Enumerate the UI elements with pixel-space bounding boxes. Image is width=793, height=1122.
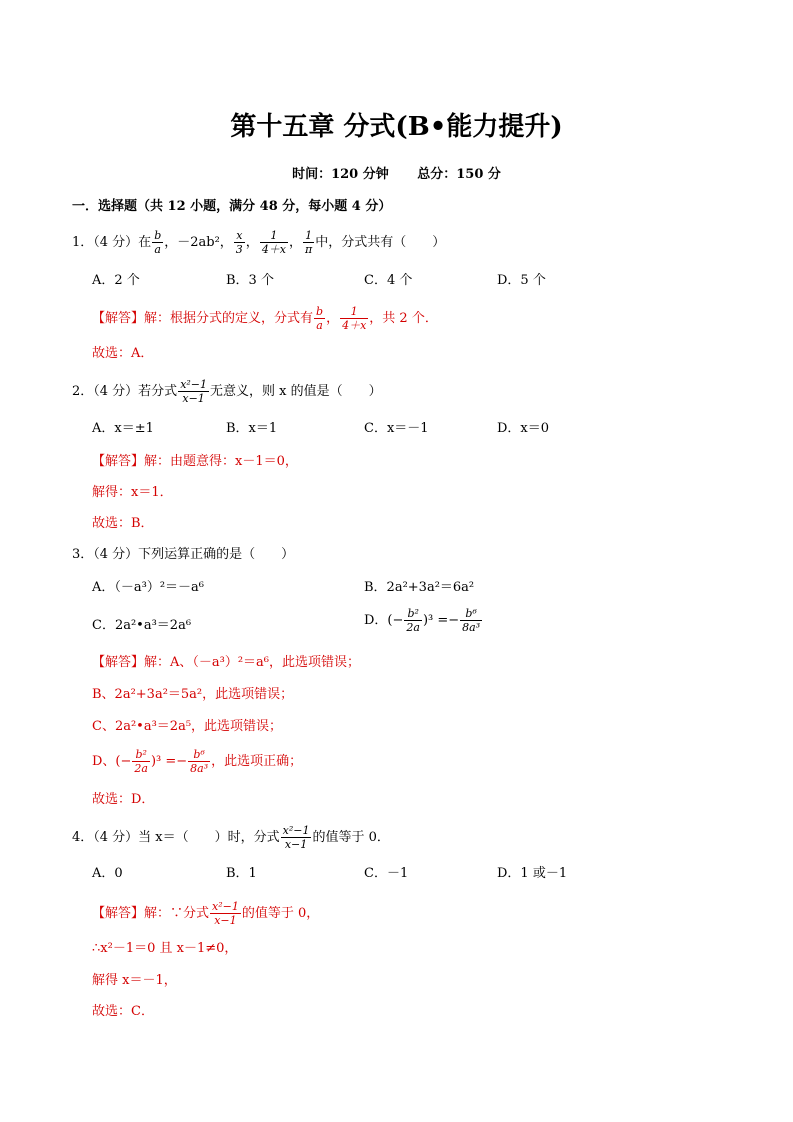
exam-meta bbox=[0, 165, 793, 185]
q1-fraction-2: $\frac{x}{3}$ bbox=[235, 229, 243, 256]
q3-option-d: D．(− $\frac{\text{b²}}{2a}$ )³ =− $\frac{\text{b⁶}}{\text{8a³}}$ bbox=[364, 607, 481, 634]
q3-option-c: C．2a²•a³＝2a⁶ bbox=[92, 618, 192, 633]
q1-option-b: B．3 个 bbox=[226, 273, 274, 288]
exam-time: 时间：120 分钟 bbox=[292, 167, 389, 182]
q4-choice: 故选：C． bbox=[92, 1004, 154, 1019]
q3-answer-fraction-1: $\frac{\text{b²}}{2a}$ bbox=[134, 748, 148, 775]
q4-stem: 4．（4 分）当 x＝（ ）时，分式 $\frac{\text{x²−1}}{x-1}$ 的值等于 0． bbox=[72, 824, 390, 851]
q2-choice: 故选：B． bbox=[92, 516, 154, 531]
q4-option-d: D．1 或－1 bbox=[497, 866, 568, 881]
q2-option-b: B．x＝1 bbox=[226, 421, 278, 436]
q2-fraction: $\frac{\text{x²−1}}{x-1}$ bbox=[180, 378, 208, 405]
q4-answer-line-3: 解得 x＝－1， bbox=[92, 973, 177, 988]
q2-option-d: D．x＝0 bbox=[497, 421, 550, 436]
q3-answer-line-2: B、2a²+3a²＝5a²，此选项错误； bbox=[92, 687, 294, 702]
q4-option-c: C．－1 bbox=[364, 866, 409, 881]
q4-answer-line-2: ∴x²－1＝0 且 x－1≠0， bbox=[92, 941, 238, 956]
q1-answer-fraction-2: $\frac{1}{4+x}$ bbox=[342, 305, 367, 332]
q1-option-c: C．4 个 bbox=[364, 273, 413, 288]
q1-option-d: D．5 个 bbox=[497, 273, 546, 288]
q3-answer-line-3: C、2a²•a³＝2a⁵，此选项错误； bbox=[92, 719, 283, 734]
q4-answer-fraction: $\frac{\text{x²−1}}{x-1}$ bbox=[212, 900, 239, 927]
q3-option-a: A．（－a³）²＝－a⁶ bbox=[92, 580, 205, 595]
q3-option-b: B．2a²+3a²＝6a² bbox=[364, 580, 475, 595]
q3-option-d-fraction-2: $\frac{\text{b⁶}}{\text{8a³}}$ bbox=[462, 607, 481, 634]
q1-choice: 故选：A． bbox=[92, 346, 154, 361]
q2-option-a: A．x＝±1 bbox=[92, 421, 154, 436]
q1-answer: 【解答】解：根据分式的定义，分式有 $\frac{b}{a}$ ， $\frac{1}{4+x}$ ，共 2 个． bbox=[92, 305, 438, 332]
q1-answer-fraction-1: $\frac{b}{a}$ bbox=[316, 305, 324, 332]
q2-stem: 2．（4 分）若分式 $\frac{\text{x²−1}}{x-1}$ 无意义，则 x 的值是（ ） bbox=[72, 378, 382, 405]
q3-answer-line-4: D、(− $\frac{\text{b²}}{2a}$ )³ =− $\frac{\text{b⁶}}{\text{8a³}}$ ，此选项正确； bbox=[92, 748, 303, 775]
q1-fraction-4: $\frac{1}{\pi}$ bbox=[305, 229, 313, 256]
q1-fraction-3: $\frac{1}{4+x}$ bbox=[261, 229, 287, 256]
q1-stem: 1．（4 分）在 $\frac{b}{a}$ ，－2ab²， $\frac{x}{3}$ ， $\frac{1}{4+x}$ ， $\frac{1}{\pi}$ 中，分式共有（ ） bbox=[72, 229, 446, 256]
q4-option-b: B．1 bbox=[226, 866, 257, 881]
q1-option-a: A．2 个 bbox=[92, 273, 140, 288]
q3-option-d-fraction-1: $\frac{\text{b²}}{2a}$ bbox=[406, 607, 420, 634]
q4-fraction: $\frac{\text{x²−1}}{x-1}$ bbox=[282, 824, 310, 851]
q3-answer-fraction-2: $\frac{\text{b⁶}}{\text{8a³}}$ bbox=[190, 748, 209, 775]
q4-option-a: A．0 bbox=[92, 866, 123, 881]
section-heading: 一．选择题（共 12 小题，满分 48 分，每小题 4 分） bbox=[72, 199, 392, 214]
q1-fraction-1: $\frac{b}{a}$ bbox=[154, 229, 162, 256]
q4-answer-line-1: 【解答】解：∵分式 $\frac{\text{x²−1}}{x-1}$ 的值等于 0， bbox=[92, 900, 320, 927]
q2-answer-line-2: 解得：x＝1． bbox=[92, 485, 173, 500]
q3-answer-line-1: 【解答】解：A、（－a³）²＝a⁶，此选项错误； bbox=[92, 655, 361, 670]
q2-option-c: C．x＝－1 bbox=[364, 421, 429, 436]
q3-stem: 3．（4 分）下列运算正确的是（ ） bbox=[72, 547, 295, 562]
q2-answer-line-1: 【解答】解：由题意得：x－1＝0， bbox=[92, 454, 298, 469]
exam-score: 总分：150 分 bbox=[417, 167, 501, 182]
q3-choice: 故选：D． bbox=[92, 792, 155, 807]
page-title: 第十五章 分式(B•能力提升) bbox=[230, 112, 563, 142]
